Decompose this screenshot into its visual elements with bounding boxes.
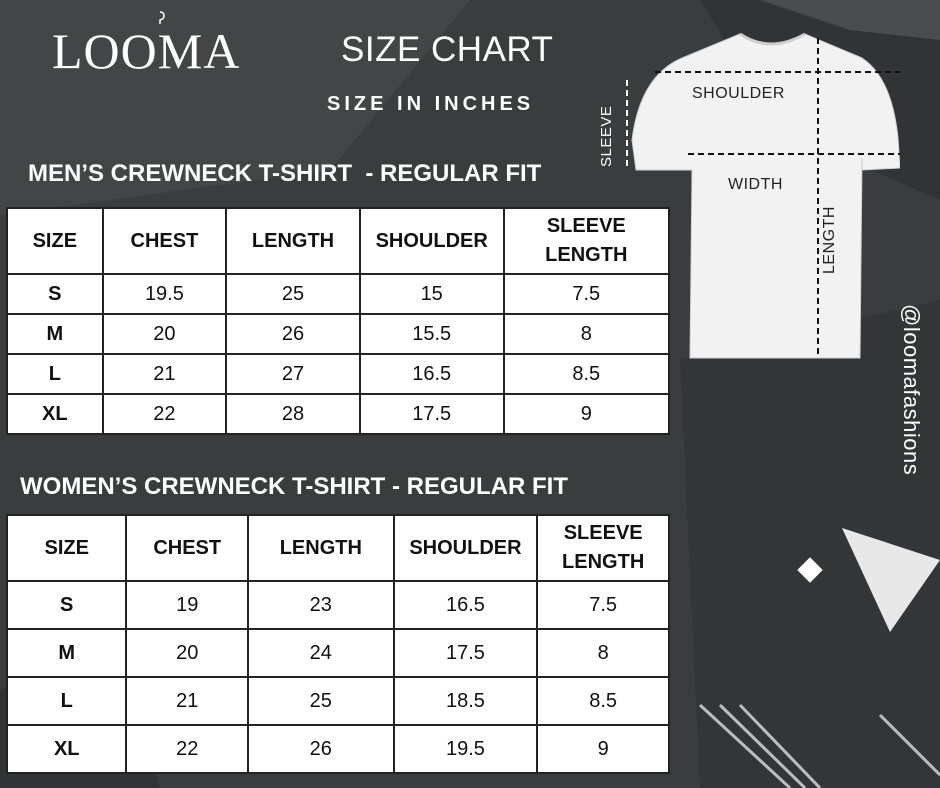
size-cell: XL (7, 725, 126, 773)
measurement-cell: 15.5 (360, 314, 504, 354)
women-header-cell: LENGTH (248, 515, 394, 581)
women-header-cell: SHOULDER (394, 515, 538, 581)
measurement-cell: 15 (360, 274, 504, 314)
measurement-cell: 22 (126, 725, 248, 773)
size-cell: S (7, 274, 103, 314)
width-label: WIDTH (728, 176, 783, 193)
measurement-cell: 24 (248, 629, 394, 677)
measurement-cell: 20 (103, 314, 227, 354)
size-cell: M (7, 629, 126, 677)
table-row (7, 314, 669, 354)
women-size-table (6, 514, 670, 774)
measurement-cell: 16.5 (360, 354, 504, 394)
measurement-cell: 18.5 (394, 677, 538, 725)
tshirt-diagram (600, 28, 900, 360)
women-section-title: WOMEN’S CREWNECK T-SHIRT - REGULAR FIT (20, 473, 568, 500)
table-row (7, 274, 669, 314)
page-title: SIZE CHART (341, 30, 554, 69)
men-header-row (7, 208, 669, 274)
measurement-cell: 23 (248, 581, 394, 629)
measurement-cell: 25 (226, 274, 360, 314)
table-row (7, 629, 669, 677)
logo-text: LOOMA (52, 23, 241, 79)
size-cell: M (7, 314, 103, 354)
measurement-cell: 19.5 (103, 274, 227, 314)
table-row (7, 394, 669, 434)
measurement-cell: 7.5 (504, 274, 669, 314)
measurement-cell: 26 (248, 725, 394, 773)
sleeve-label: SLEEVE (598, 105, 615, 167)
measurement-cell: 28 (226, 394, 360, 434)
hanger-icon (150, 10, 170, 34)
shoulder-label: SHOULDER (692, 85, 785, 102)
measurement-cell: 9 (537, 725, 669, 773)
brand-logo (52, 22, 240, 80)
men-size-table (6, 207, 670, 435)
measurement-cell: 8 (537, 629, 669, 677)
size-cell: L (7, 354, 103, 394)
table-row (7, 677, 669, 725)
women-header-cell: SIZE (7, 515, 126, 581)
measurement-cell: 8.5 (537, 677, 669, 725)
table-row (7, 354, 669, 394)
measurement-cell: 8 (504, 314, 669, 354)
measurement-cell: 9 (504, 394, 669, 434)
men-header-cell: CHEST (103, 208, 227, 274)
measurement-cell: 21 (126, 677, 248, 725)
measurement-cell: 7.5 (537, 581, 669, 629)
women-header-cell: SLEEVE LENGTH (537, 515, 669, 581)
size-cell: S (7, 581, 126, 629)
tshirt-icon (600, 28, 900, 360)
women-header-cell: CHEST (126, 515, 248, 581)
measurement-cell: 21 (103, 354, 227, 394)
measurement-cell: 17.5 (360, 394, 504, 434)
measurement-cell: 19.5 (394, 725, 538, 773)
size-cell: L (7, 677, 126, 725)
length-label: LENGTH (821, 206, 838, 274)
measurement-cell: 25 (248, 677, 394, 725)
women-header-row (7, 515, 669, 581)
men-header-cell: SHOULDER (360, 208, 504, 274)
measurement-cell: 8.5 (504, 354, 669, 394)
men-header-cell: LENGTH (226, 208, 360, 274)
men-section-title: MEN’S CREWNECK T-SHIRT - REGULAR FIT (28, 160, 542, 187)
size-cell: XL (7, 394, 103, 434)
table-row (7, 581, 669, 629)
measurement-cell: 27 (226, 354, 360, 394)
table-row (7, 725, 669, 773)
measurement-cell: 17.5 (394, 629, 538, 677)
measurement-cell: 19 (126, 581, 248, 629)
measurement-cell: 22 (103, 394, 227, 434)
men-header-cell: SIZE (7, 208, 103, 274)
page-subtitle: SIZE IN INCHES (327, 93, 535, 115)
men-header-cell: SLEEVE LENGTH (504, 208, 669, 274)
measurement-cell: 16.5 (394, 581, 538, 629)
social-handle: @loomafashions (899, 304, 924, 476)
measurement-cell: 20 (126, 629, 248, 677)
measurement-cell: 26 (226, 314, 360, 354)
